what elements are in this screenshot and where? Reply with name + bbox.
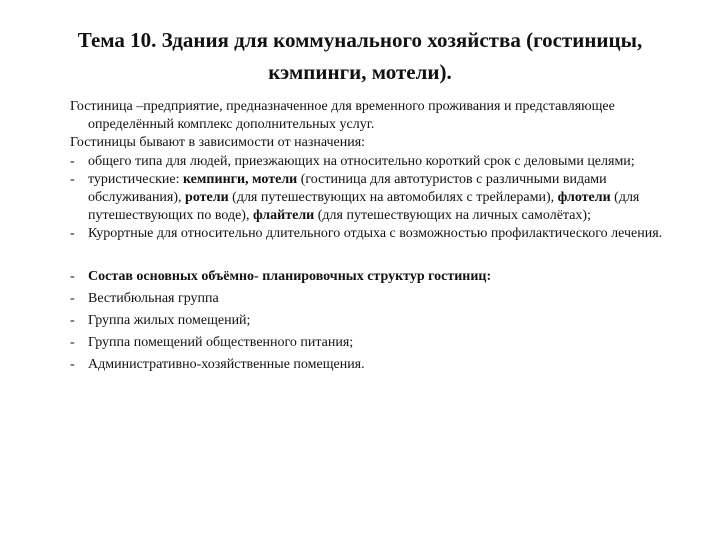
dash-marker: - [70, 290, 75, 306]
structure-item-text: Вестибюльная группа [88, 290, 219, 306]
structure-item [70, 354, 670, 376]
structure-item-text: Группа помещений общественного питания; [88, 334, 354, 350]
dash-marker: - [70, 356, 75, 372]
type-tourist [70, 171, 670, 226]
type-general-text: общего типа для людей, приезжающих на относительно короткий срок с деловыми целями; [88, 153, 635, 169]
tourist-text-1: туристические: [88, 171, 183, 187]
dash-marker: - [70, 171, 75, 187]
slide-title [40, 24, 680, 88]
dash-marker: - [70, 268, 75, 284]
slide-title-line-2: кэмпинги, мотели). [268, 60, 452, 84]
section-gap [70, 244, 670, 266]
tourist-term-campings: кемпинги, мотели [182, 171, 298, 187]
types-heading: Гостиницы бывают в зависимости от назначения: [70, 135, 366, 151]
structure-item [70, 332, 670, 354]
dash-marker: - [70, 334, 75, 350]
tourist-text-5: (для путешествующих на личных самолётах); [314, 208, 591, 224]
type-resort-text: Курортные для относительно длительного отдыха с возможностью профилактического лечения. [88, 226, 663, 242]
structure-item [70, 288, 670, 310]
structures-heading [70, 266, 670, 288]
dash-marker: - [70, 153, 75, 169]
structure-item [70, 310, 670, 332]
slide-body [70, 98, 670, 376]
type-resort [70, 225, 670, 243]
tourist-term-rotels: ротели [185, 190, 229, 206]
tourist-text-3: (для путешествующих на автомобилях с трейлерами), [228, 190, 558, 206]
structure-item-text: Административно-хозяйственные помещения. [88, 356, 365, 372]
tourist-text-2: (гостиница для автотуристов с различными видами обслуживания), [88, 171, 607, 206]
tourist-term-flotels: флотели [557, 190, 611, 206]
type-general [70, 153, 670, 171]
slide-title-line-1: Тема 10. Здания для коммунального хозяйства (гостиницы, [77, 28, 643, 52]
structures-heading-text: Состав основных объёмно- планировочных структур гостиниц: [88, 268, 492, 284]
dash-marker: - [70, 226, 75, 242]
dash-marker: - [70, 312, 75, 328]
hotel-definition: Гостиница –предприятие, предназначенное для временного проживания и представляющее определённый комплекс дополнительных услуг. [70, 99, 615, 133]
tourist-text-4: (для путешествующих по воде), [88, 190, 640, 224]
tourist-term-flytels: флайтели [252, 208, 315, 224]
structure-item-text: Группа жилых помещений; [88, 312, 251, 328]
